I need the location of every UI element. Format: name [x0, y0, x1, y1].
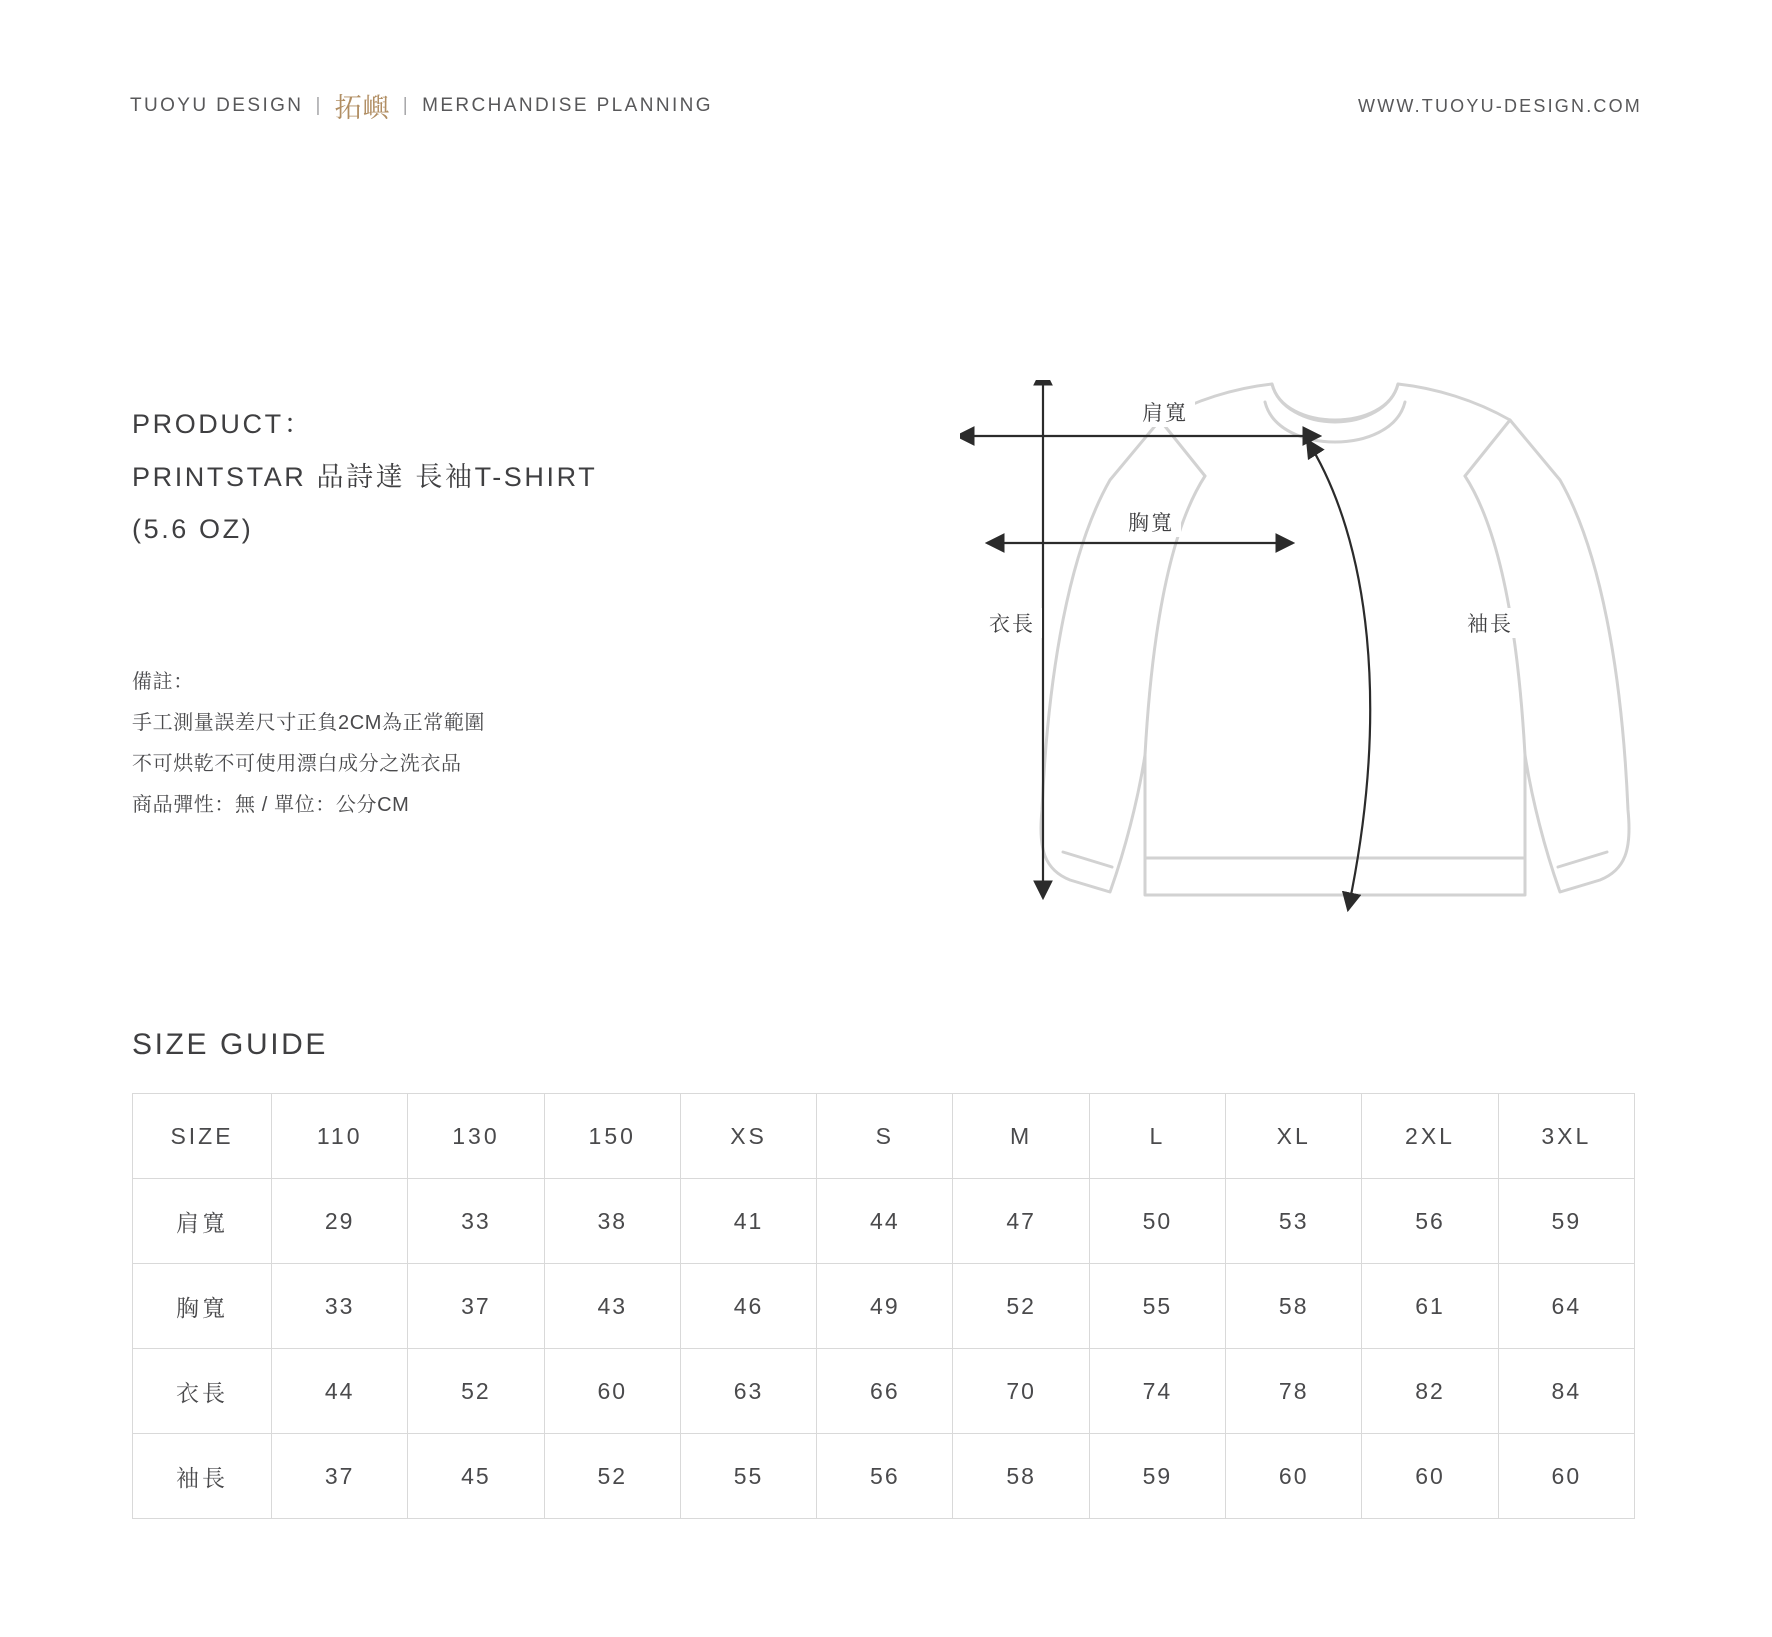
cell-shoulder-s: 44	[817, 1179, 953, 1264]
cell-shoulder-xs: 41	[680, 1179, 816, 1264]
table-header-xs: XS	[680, 1094, 816, 1179]
cell-length-l: 74	[1089, 1349, 1225, 1434]
product-heading: PRODUCT：	[132, 409, 314, 439]
cell-chest-3xl: 64	[1498, 1264, 1634, 1349]
page-header	[130, 86, 1642, 126]
dimension-label-shoulder: 肩寬	[1135, 397, 1195, 427]
table-row	[133, 1264, 1635, 1349]
brand-lockup	[130, 87, 713, 126]
notes-line-3: 商品彈性：無 / 單位：公分CM	[132, 794, 410, 816]
cell-length-3xl: 84	[1498, 1349, 1634, 1434]
cell-shoulder-l: 50	[1089, 1179, 1225, 1264]
cell-sleeve-2xl: 60	[1362, 1434, 1498, 1519]
cell-sleeve-l: 59	[1089, 1434, 1225, 1519]
cell-sleeve-s: 56	[817, 1434, 953, 1519]
long-sleeve-tshirt-illustration	[960, 380, 1640, 1000]
cell-shoulder-130: 33	[408, 1179, 544, 1264]
cell-chest-xl: 58	[1226, 1264, 1362, 1349]
cell-sleeve-3xl: 60	[1498, 1434, 1634, 1519]
cell-chest-m: 52	[953, 1264, 1089, 1349]
row-label-length: 衣長	[133, 1349, 272, 1434]
table-row	[133, 1349, 1635, 1434]
cell-chest-130: 37	[408, 1264, 544, 1349]
brand-name-left: TUOYU DESIGN	[130, 95, 304, 116]
brand-separator-2: |	[402, 95, 411, 116]
cell-chest-l: 55	[1089, 1264, 1225, 1349]
cell-sleeve-xl: 60	[1226, 1434, 1362, 1519]
table-header-110: 110	[272, 1094, 408, 1179]
cell-shoulder-2xl: 56	[1362, 1179, 1498, 1264]
cell-chest-s: 49	[817, 1264, 953, 1349]
cell-length-xs: 63	[680, 1349, 816, 1434]
cell-shoulder-150: 38	[544, 1179, 680, 1264]
dimension-label-length: 衣長	[982, 608, 1042, 638]
notes-section	[132, 662, 772, 826]
cell-shoulder-xl: 53	[1226, 1179, 1362, 1264]
cell-chest-110: 33	[272, 1264, 408, 1349]
cell-sleeve-150: 52	[544, 1434, 680, 1519]
cell-sleeve-130: 45	[408, 1434, 544, 1519]
cell-sleeve-110: 37	[272, 1434, 408, 1519]
table-header-130: 130	[408, 1094, 544, 1179]
garment-diagram	[960, 380, 1640, 1000]
table-header-m: M	[953, 1094, 1089, 1179]
table-header-2xl: 2XL	[1362, 1094, 1498, 1179]
cell-sleeve-xs: 55	[680, 1434, 816, 1519]
cell-length-s: 66	[817, 1349, 953, 1434]
size-guide-table	[132, 1093, 1635, 1519]
table-header-s: S	[817, 1094, 953, 1179]
notes-line-2: 不可烘乾不可使用漂白成分之洗衣品	[132, 753, 462, 775]
table-header-row	[133, 1094, 1635, 1179]
cell-length-xl: 78	[1226, 1349, 1362, 1434]
row-label-shoulder: 肩寬	[133, 1179, 272, 1264]
table-header-l: L	[1089, 1094, 1225, 1179]
cell-length-130: 52	[408, 1349, 544, 1434]
dimension-label-sleeve: 袖長	[1460, 608, 1520, 638]
table-header-150: 150	[544, 1094, 680, 1179]
table-header-size: SIZE	[133, 1094, 272, 1179]
product-info	[132, 398, 772, 556]
cell-length-150: 60	[544, 1349, 680, 1434]
brand-name-cjk: 拓嶼	[334, 92, 391, 123]
table-row	[133, 1434, 1635, 1519]
table-header-3xl: 3XL	[1498, 1094, 1634, 1179]
cell-chest-150: 43	[544, 1264, 680, 1349]
notes-line-1: 手工測量誤差尺寸正負2CM為正常範圍	[132, 712, 486, 734]
cell-shoulder-110: 29	[272, 1179, 408, 1264]
cell-shoulder-m: 47	[953, 1179, 1089, 1264]
cell-length-110: 44	[272, 1349, 408, 1434]
brand-tagline: MERCHANDISE PLANNING	[422, 95, 713, 116]
brand-separator-1: |	[315, 95, 323, 116]
size-guide-title: SIZE GUIDE	[132, 1028, 329, 1061]
size-guide-table-wrapper	[132, 1093, 1635, 1519]
website-url: WWW.TUOYU-DESIGN.COM	[1358, 95, 1642, 116]
cell-sleeve-m: 58	[953, 1434, 1089, 1519]
notes-heading: 備註：	[132, 671, 194, 693]
table-row	[133, 1179, 1635, 1264]
cell-shoulder-3xl: 59	[1498, 1179, 1634, 1264]
table-header-xl: XL	[1226, 1094, 1362, 1179]
cell-chest-xs: 46	[680, 1264, 816, 1349]
product-weight: (5.6 OZ)	[132, 514, 254, 545]
row-label-sleeve: 袖長	[133, 1434, 272, 1519]
cell-chest-2xl: 61	[1362, 1264, 1498, 1349]
dimension-label-chest: 胸寬	[1121, 507, 1181, 537]
product-name: PRINTSTAR 品詩達 長袖T-SHIRT	[132, 461, 598, 492]
cell-length-m: 70	[953, 1349, 1089, 1434]
row-label-chest: 胸寬	[133, 1264, 272, 1349]
cell-length-2xl: 82	[1362, 1349, 1498, 1434]
